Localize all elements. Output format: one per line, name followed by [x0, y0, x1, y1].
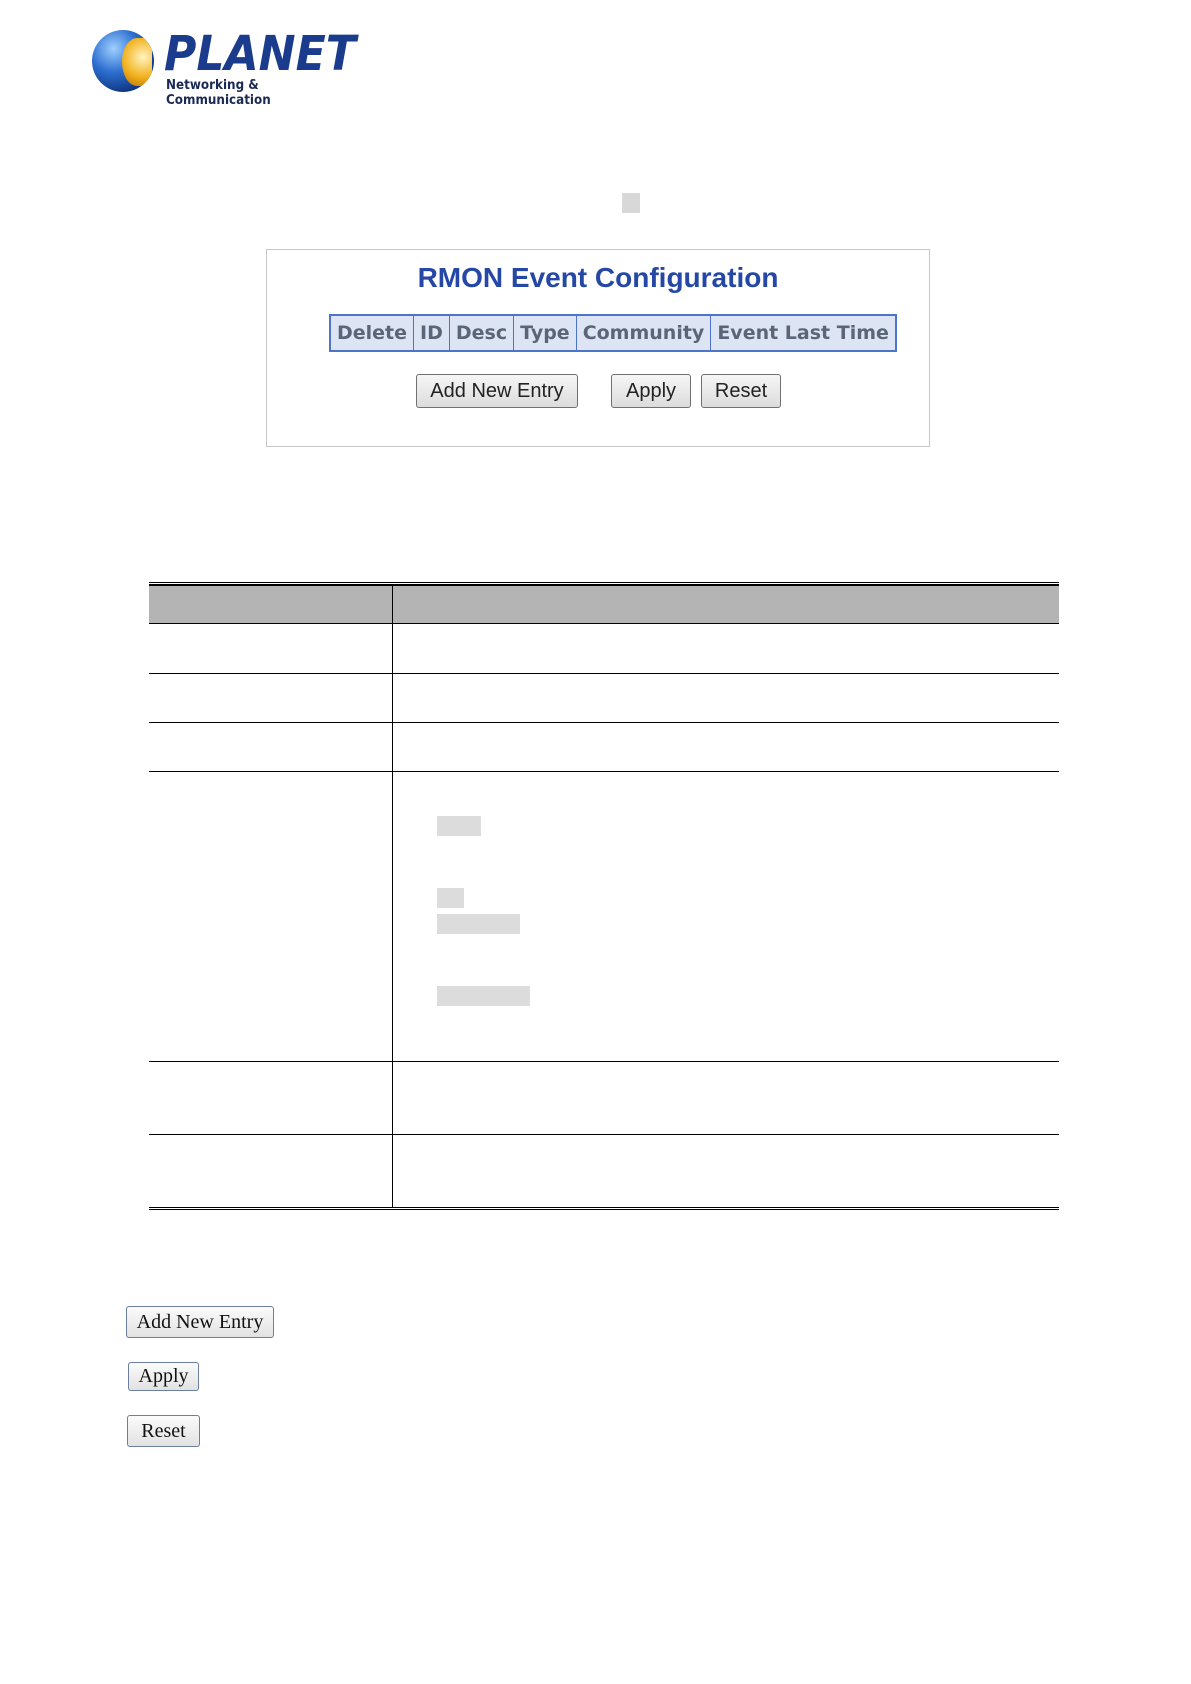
- table-row: [149, 1062, 1059, 1135]
- parameter-table-header: [149, 586, 1059, 624]
- redacted-text: [437, 888, 464, 908]
- redacted-text: [437, 816, 481, 836]
- logo-name: PLANET: [164, 26, 356, 82]
- table-row: [149, 723, 1059, 772]
- logo-tagline: Networking & Communication: [166, 78, 271, 108]
- reset-button[interactable]: Reset: [701, 374, 781, 408]
- col-id: ID: [414, 315, 450, 351]
- globe-icon: [92, 30, 154, 92]
- panel-title: RMON Event Configuration: [417, 262, 779, 293]
- redacted-mark: [622, 193, 640, 213]
- col-event-last-time: Event Last Time: [711, 315, 896, 351]
- table-row: [149, 624, 1059, 674]
- rmon-event-table: [329, 314, 897, 352]
- add-new-entry-sample-button[interactable]: Add New Entry: [126, 1306, 274, 1338]
- table-row: [149, 674, 1059, 723]
- col-delete: Delete: [330, 315, 414, 351]
- col-community: Community: [576, 315, 711, 351]
- redacted-text: [437, 914, 520, 934]
- col-desc: Desc: [449, 315, 513, 351]
- parameter-table: [149, 582, 1059, 1210]
- table-row: [149, 1135, 1059, 1209]
- rmon-event-panel: [266, 249, 930, 447]
- planet-logo: [92, 26, 356, 108]
- add-new-entry-button[interactable]: Add New Entry: [416, 374, 578, 408]
- col-type: Type: [514, 315, 577, 351]
- apply-button[interactable]: Apply: [611, 374, 691, 408]
- table-row: [149, 772, 1059, 1062]
- apply-sample-button[interactable]: Apply: [128, 1362, 199, 1391]
- reset-sample-button[interactable]: Reset: [127, 1415, 200, 1447]
- redacted-text: [437, 986, 530, 1006]
